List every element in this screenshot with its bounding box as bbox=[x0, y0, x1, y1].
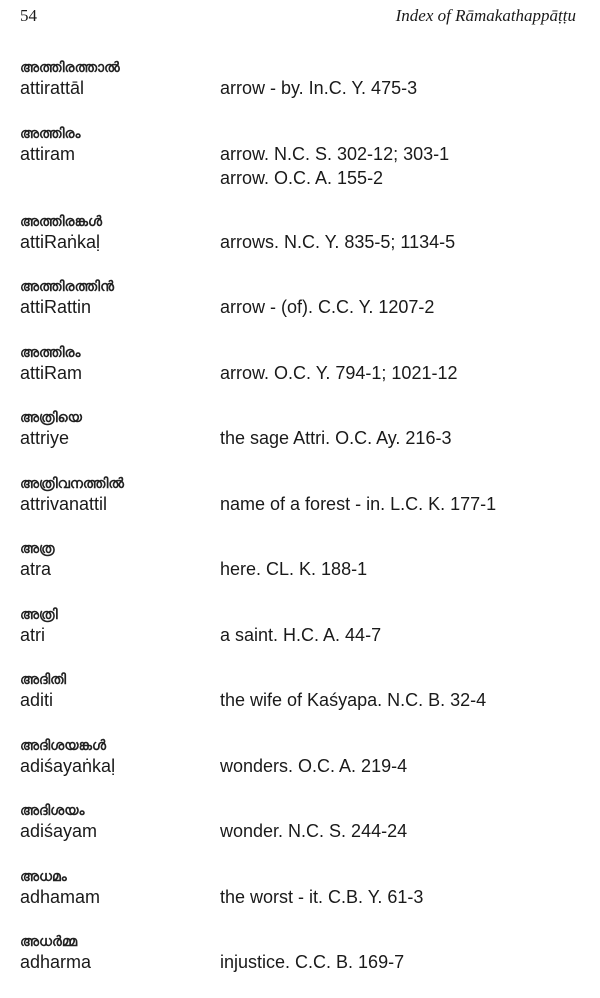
index-entries bbox=[20, 58, 580, 998]
index-entry bbox=[20, 539, 580, 605]
entry-row bbox=[20, 688, 580, 712]
index-entry bbox=[20, 124, 580, 212]
entry-gloss: name of a forest - in. L.C. K. 177-1 bbox=[220, 493, 497, 514]
entry-gloss: arrow. O.C. Y. 794-1; 1021-12 bbox=[220, 362, 458, 383]
index-entry bbox=[20, 736, 580, 802]
entry-row bbox=[20, 950, 580, 974]
entry-headword-malayalam: അദിശയങ്കൾ bbox=[20, 736, 107, 753]
entry-transliteration: adhamam bbox=[20, 886, 101, 907]
entry-headword-malayalam: അത്തിരം bbox=[20, 343, 81, 360]
entry-headword-malayalam: അത്തിരങ്കൾ bbox=[20, 212, 102, 229]
entry-gloss: the wife of Kaśyapa. N.C. B. 32-4 bbox=[220, 690, 487, 710]
entry-transliteration: adharma bbox=[20, 952, 92, 972]
index-entry bbox=[20, 277, 580, 343]
entry-row bbox=[20, 142, 580, 166]
entry-gloss: arrow - (of). C.C. Y. 1207-2 bbox=[220, 297, 435, 317]
entry-transliteration: attiRam bbox=[20, 362, 83, 383]
entry-row bbox=[20, 623, 580, 647]
entry-headword-malayalam: അധർമ്മ bbox=[20, 933, 78, 949]
entry-headword-malayalam: അദിതി bbox=[20, 671, 67, 687]
entry-gloss: the sage Attri. O.C. Ay. 216-3 bbox=[220, 428, 452, 448]
entry-gloss: arrow. N.C. S. 302-12; 303-1 bbox=[220, 143, 450, 164]
entry-transliteration: aditi bbox=[20, 690, 54, 710]
entry-headword-malayalam: അത്രിവനത്തിൽ bbox=[20, 474, 125, 491]
entry-gloss: arrow. O.C. A. 155-2 bbox=[220, 167, 384, 188]
entry-transliteration: adiśayam bbox=[20, 821, 98, 841]
entry-gloss: here. CL. K. 188-1 bbox=[220, 559, 368, 579]
entry-gloss: a saint. H.C. A. 44-7 bbox=[220, 624, 382, 645]
entry-headword-malayalam: അത്തിരത്തിൻ bbox=[20, 278, 114, 294]
entry-row bbox=[20, 557, 580, 581]
index-entry bbox=[20, 408, 580, 474]
index-entry bbox=[20, 801, 580, 867]
entry-row bbox=[20, 166, 580, 190]
index-entry bbox=[20, 58, 580, 124]
entry-transliteration: atri bbox=[20, 624, 46, 645]
page-header bbox=[20, 6, 576, 30]
index-entry bbox=[20, 212, 580, 278]
entry-row bbox=[20, 819, 580, 843]
entry-row bbox=[20, 361, 580, 385]
entry-headword-malayalam: അധമം bbox=[20, 867, 67, 884]
entry-row bbox=[20, 754, 580, 778]
entry-transliteration: attiRattin bbox=[20, 297, 92, 317]
index-entry bbox=[20, 343, 580, 409]
entry-headword-malayalam: അത്രി bbox=[20, 605, 58, 622]
entry-headword-malayalam: അത്ര bbox=[20, 540, 55, 556]
entry-transliteration: attiram bbox=[20, 143, 76, 164]
entry-transliteration: attrivanattil bbox=[20, 493, 108, 514]
index-entry bbox=[20, 474, 580, 540]
entry-row bbox=[20, 230, 580, 254]
entry-headword-malayalam: അത്തിരത്താൽ bbox=[20, 59, 120, 75]
entry-row bbox=[20, 295, 580, 319]
entry-gloss: arrows. N.C. Y. 835-5; 1134-5 bbox=[220, 231, 456, 252]
entry-transliteration: attiRaṅkaḷ bbox=[20, 231, 101, 252]
entry-row bbox=[20, 426, 580, 450]
entry-transliteration: atra bbox=[20, 559, 52, 579]
entry-headword-malayalam: അത്തിരം bbox=[20, 124, 81, 141]
index-entry bbox=[20, 867, 580, 933]
entry-transliteration: attriye bbox=[20, 428, 70, 448]
index-entry bbox=[20, 605, 580, 671]
entry-gloss: wonders. O.C. A. 219-4 bbox=[220, 755, 408, 776]
entry-gloss: wonder. N.C. S. 244-24 bbox=[220, 821, 408, 841]
entry-row bbox=[20, 492, 580, 516]
entry-transliteration: adiśayaṅkaḷ bbox=[20, 755, 116, 776]
page-number: 54 bbox=[20, 6, 37, 25]
entry-gloss: arrow - by. In.C. Y. 475-3 bbox=[220, 78, 418, 98]
entry-headword-malayalam: അത്രിയെ bbox=[20, 409, 82, 425]
running-title: Index of Rāmakathappāṭṭu bbox=[395, 6, 576, 25]
entry-gloss: injustice. C.C. B. 169-7 bbox=[220, 952, 405, 972]
entry-transliteration: attirattāl bbox=[20, 78, 85, 98]
entry-gloss: the worst - it. C.B. Y. 61-3 bbox=[220, 886, 424, 907]
entry-row bbox=[20, 885, 580, 909]
entry-row bbox=[20, 76, 580, 100]
entry-headword-malayalam: അദിശയം bbox=[20, 802, 85, 818]
index-entry bbox=[20, 670, 580, 736]
